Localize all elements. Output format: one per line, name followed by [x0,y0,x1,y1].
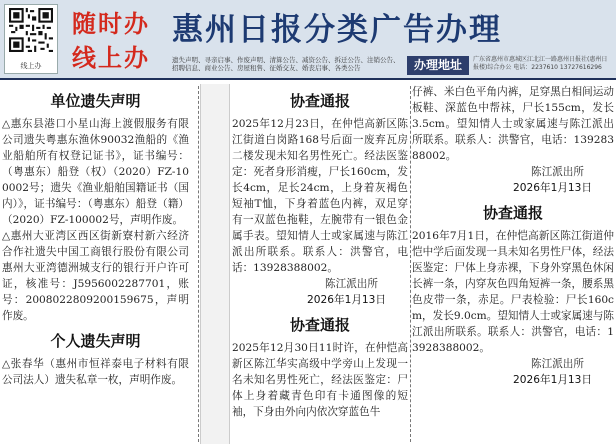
notice-signature: 陈江派出所 [531,358,584,370]
page-fold-gutter [200,84,230,444]
office-address-tag: 办理地址 [407,56,469,75]
notice-signature: 陈江派出所 [531,166,584,178]
notice-body-continued: 仔裤、米白色平角内裤，足穿黑白相间运动板鞋、深蓝色中帮袜，尸长155cm，发长3.5cm。望知情人士或家属速与陈江派出所联系。联系人：洪警官，电话：13928388002。 [412,86,614,162]
column-investigation-notices [232,84,408,444]
section-title-company-lost: 单位遗失声明 [50,92,141,110]
notice-title: 协查通报 [289,316,350,334]
section-title-personal-lost: 个人遗失声明 [50,332,141,350]
lost-notice-paragraph: △惠东县港口小星山海上渡假服务有限公司遗失粤惠东渔休90032渔船的《渔业船舶所有权登记证书》，证书编号：（粤惠东）船登（权）（2020）FZ-100002号；遗失《渔业船舶国籍证书（国内）》，证书编号：（粤惠东）船登（籍）（2020）FZ-100002号，声明作废。 [2,118,189,226]
office-address-text: 广东省惠州市惠城区江北江一路惠州日报社(惠州日报楼)综合办公 电话：2237610 13727616296 [473,56,608,71]
lost-notice-paragraph: △张春华（惠州市恒祥泰电子材料有限公司法人）遗失私章一枚，声明作废。 [2,358,189,386]
notice-signature: 陈江派出所 [325,278,378,290]
slogan-line2: 线上办 [72,43,150,72]
column-investigation-notices-continued [412,84,614,444]
notice-body: 2016年7月1日，在仲恺高新区陈江街道仲恺中学后面发现一具未知名男性尸体，经法医鉴定：尸体上身赤裸，下身外穿黑色休闲长裤一条，内穿灰色四角短裤一条，腰系黑色皮带一条，赤足。尸表检验：尸长160cm，发长9.0cm。望知情人士或家属速与陈江派出所联系。联系人：洪警官，电话：13928388002。 [412,230,614,354]
notice-title: 协查通报 [482,204,543,222]
ad-categories-list: 遗失声明、寻亲启事、作废声明、清算公告、减资公告、拆迁公告、注销公告、招聘信息、商业公告、房屋租售、征婚交友、婚丧启事、各类公告 [172,56,400,72]
notice-body: 2025年12月23日，在仲恺高新区陈江街道白岗路168号后面一废弃瓦房二楼发现未知名男性死亡。经法医鉴定：死者身形消瘦，尸长160cm，发长4cm，足长24cm，上身着灰褐色短袖T恤，下身着蓝色内裤，双足穿有一双蓝色拖鞋，左腕带有一银色金属手表。望知情人士或家属速与陈江派出所联系。联系人：洪警官，电话：13928388002。 [232,118,408,274]
qr-code-icon [9,8,53,52]
column-divider [410,86,411,442]
notice-date: 2026年1月13日 [307,294,386,306]
slogan-line1: 随时办 [72,9,150,38]
qr-caption: 线上办 [20,62,42,70]
page-title: 惠州日报分类广告办理 [172,12,502,48]
lost-notice-paragraph: △惠州大亚湾区西区街新寮村新六经济合作社遗失中国工商银行股份有限公司惠州大亚湾德洲城支行的银行开户许可证，核准号：J5956002287701，账号：2008022809200159675，声明作废。 [2,230,189,322]
column-lost-notices [2,84,189,444]
notice-date: 2026年1月13日 [513,182,592,194]
notice-title: 协查通报 [289,92,350,110]
notice-body: 2025年12月30日11时许，在仲恺高新区陈江华实高级中学旁山上发现一名未知名男性死亡，经法医鉴定：尸体上身着藏青色印有卡通图像的短袖，下身由外向内依次穿蓝色牛 [232,342,408,418]
notice-date: 2026年1月13日 [513,374,592,386]
column-divider [198,86,199,442]
ad-header-banner [0,0,616,80]
qr-code-card[interactable] [4,4,58,74]
